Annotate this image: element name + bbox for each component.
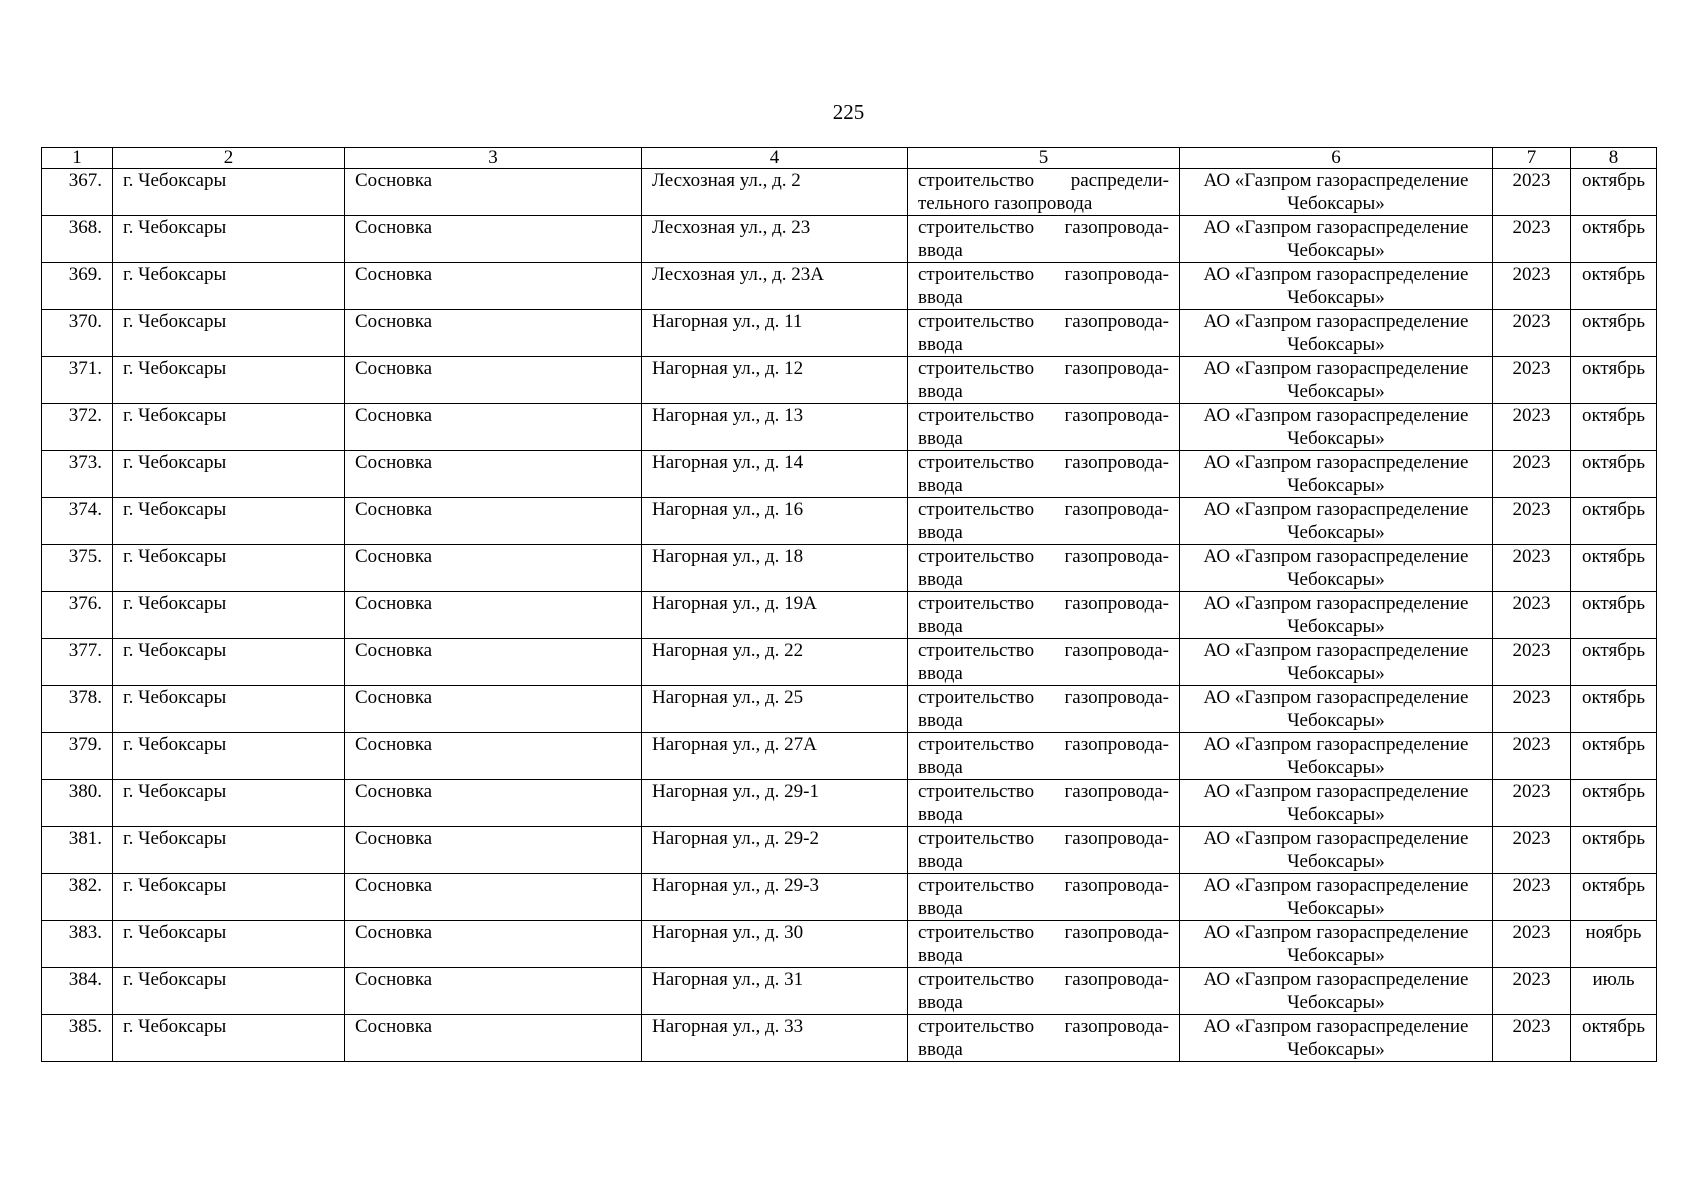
row-number: 367. — [42, 169, 113, 216]
work-type-cell — [908, 1015, 1180, 1062]
organization-cell — [1180, 451, 1493, 498]
organization-line-2: Чебоксары» — [1287, 522, 1385, 543]
document-table — [41, 147, 1657, 1062]
organization-line-2: Чебоксары» — [1287, 851, 1385, 872]
work-type-line-1: строительство газопровода- — [918, 875, 1169, 896]
year-cell: 2023 — [1493, 404, 1571, 451]
table-row — [42, 1015, 1657, 1062]
city-cell: г. Чебоксары — [113, 263, 345, 310]
work-type-line-2: ввода — [918, 240, 963, 261]
organization-line-1: АО «Газпром газораспределение — [1203, 969, 1469, 990]
row-number: 371. — [42, 357, 113, 404]
city-cell: г. Чебоксары — [113, 921, 345, 968]
organization-line-1: АО «Газпром газораспределение — [1203, 875, 1469, 896]
address-cell: Нагорная ул., д. 13 — [642, 404, 908, 451]
area-cell: Сосновка — [345, 404, 642, 451]
work-type-cell — [908, 874, 1180, 921]
work-type-cell — [908, 592, 1180, 639]
organization-line-1: АО «Газпром газораспределение — [1203, 405, 1469, 426]
organization-cell — [1180, 733, 1493, 780]
work-type-line-1: строительство газопровода- — [918, 217, 1169, 238]
work-type-line-2: ввода — [918, 1039, 963, 1060]
work-type-line-2: ввода — [918, 663, 963, 684]
column-header: 6 — [1180, 148, 1493, 169]
organization-line-1: АО «Газпром газораспределение — [1203, 828, 1469, 849]
organization-line-1: АО «Газпром газораспределение — [1203, 499, 1469, 520]
organization-line-1: АО «Газпром газораспределение — [1203, 358, 1469, 379]
month-cell: октябрь — [1571, 216, 1657, 263]
month-cell: октябрь — [1571, 639, 1657, 686]
organization-cell — [1180, 1015, 1493, 1062]
work-type-line-2: ввода — [918, 381, 963, 402]
address-cell: Нагорная ул., д. 22 — [642, 639, 908, 686]
organization-line-1: АО «Газпром газораспределение — [1203, 1016, 1469, 1037]
organization-cell — [1180, 545, 1493, 592]
work-type-cell — [908, 310, 1180, 357]
work-type-line-2: ввода — [918, 945, 963, 966]
year-cell: 2023 — [1493, 310, 1571, 357]
organization-cell — [1180, 498, 1493, 545]
year-cell: 2023 — [1493, 921, 1571, 968]
city-cell: г. Чебоксары — [113, 1015, 345, 1062]
column-header: 7 — [1493, 148, 1571, 169]
month-cell: ноябрь — [1571, 921, 1657, 968]
organization-line-2: Чебоксары» — [1287, 428, 1385, 449]
address-cell: Нагорная ул., д. 11 — [642, 310, 908, 357]
table-row — [42, 733, 1657, 780]
city-cell: г. Чебоксары — [113, 780, 345, 827]
year-cell: 2023 — [1493, 733, 1571, 780]
work-type-line-1: строительство газопровода- — [918, 499, 1169, 520]
table-row — [42, 404, 1657, 451]
organization-line-1: АО «Газпром газораспределение — [1203, 687, 1469, 708]
organization-cell — [1180, 169, 1493, 216]
area-cell: Сосновка — [345, 1015, 642, 1062]
year-cell: 2023 — [1493, 216, 1571, 263]
month-cell: октябрь — [1571, 874, 1657, 921]
city-cell: г. Чебоксары — [113, 874, 345, 921]
row-number: 369. — [42, 263, 113, 310]
organization-line-2: Чебоксары» — [1287, 569, 1385, 590]
row-number: 380. — [42, 780, 113, 827]
area-cell: Сосновка — [345, 686, 642, 733]
city-cell: г. Чебоксары — [113, 968, 345, 1015]
row-number: 373. — [42, 451, 113, 498]
work-type-cell — [908, 968, 1180, 1015]
work-type-line-2: ввода — [918, 992, 963, 1013]
year-cell: 2023 — [1493, 874, 1571, 921]
month-cell: октябрь — [1571, 357, 1657, 404]
organization-line-2: Чебоксары» — [1287, 898, 1385, 919]
year-cell: 2023 — [1493, 263, 1571, 310]
area-cell: Сосновка — [345, 357, 642, 404]
table-row — [42, 545, 1657, 592]
month-cell: октябрь — [1571, 404, 1657, 451]
table-row — [42, 592, 1657, 639]
work-type-line-2: ввода — [918, 804, 963, 825]
year-cell: 2023 — [1493, 780, 1571, 827]
work-type-cell — [908, 263, 1180, 310]
organization-cell — [1180, 827, 1493, 874]
address-cell: Нагорная ул., д. 29-3 — [642, 874, 908, 921]
city-cell: г. Чебоксары — [113, 357, 345, 404]
address-cell: Нагорная ул., д. 25 — [642, 686, 908, 733]
organization-line-1: АО «Газпром газораспределение — [1203, 217, 1469, 238]
work-type-cell — [908, 686, 1180, 733]
work-type-cell — [908, 545, 1180, 592]
year-cell: 2023 — [1493, 451, 1571, 498]
area-cell: Сосновка — [345, 310, 642, 357]
table-row — [42, 780, 1657, 827]
table-row — [42, 216, 1657, 263]
organization-line-2: Чебоксары» — [1287, 616, 1385, 637]
work-type-cell — [908, 357, 1180, 404]
work-type-line-2: ввода — [918, 287, 963, 308]
work-type-line-1: строительство газопровода- — [918, 734, 1169, 755]
work-type-cell — [908, 216, 1180, 263]
work-type-line-1: строительство газопровода- — [918, 1016, 1169, 1037]
column-header: 4 — [642, 148, 908, 169]
year-cell: 2023 — [1493, 169, 1571, 216]
address-cell: Нагорная ул., д. 12 — [642, 357, 908, 404]
address-cell: Нагорная ул., д. 33 — [642, 1015, 908, 1062]
work-type-cell — [908, 780, 1180, 827]
area-cell: Сосновка — [345, 592, 642, 639]
table-row — [42, 874, 1657, 921]
year-cell: 2023 — [1493, 968, 1571, 1015]
row-number: 382. — [42, 874, 113, 921]
month-cell: октябрь — [1571, 169, 1657, 216]
organization-line-1: АО «Газпром газораспределение — [1203, 170, 1469, 191]
work-type-cell — [908, 498, 1180, 545]
address-cell: Нагорная ул., д. 18 — [642, 545, 908, 592]
address-cell: Лесхозная ул., д. 23 — [642, 216, 908, 263]
city-cell: г. Чебоксары — [113, 827, 345, 874]
column-header: 3 — [345, 148, 642, 169]
work-type-line-1: строительство газопровода- — [918, 969, 1169, 990]
city-cell: г. Чебоксары — [113, 592, 345, 639]
year-cell: 2023 — [1493, 498, 1571, 545]
year-cell: 2023 — [1493, 827, 1571, 874]
month-cell: октябрь — [1571, 545, 1657, 592]
month-cell: октябрь — [1571, 827, 1657, 874]
organization-cell — [1180, 216, 1493, 263]
table-row — [42, 310, 1657, 357]
month-cell: октябрь — [1571, 1015, 1657, 1062]
address-cell: Нагорная ул., д. 31 — [642, 968, 908, 1015]
table-row — [42, 968, 1657, 1015]
city-cell: г. Чебоксары — [113, 169, 345, 216]
area-cell: Сосновка — [345, 263, 642, 310]
month-cell: октябрь — [1571, 733, 1657, 780]
row-number: 385. — [42, 1015, 113, 1062]
work-type-line-1: строительство газопровода- — [918, 358, 1169, 379]
work-type-line-2: ввода — [918, 569, 963, 590]
table-row — [42, 263, 1657, 310]
table-row — [42, 639, 1657, 686]
row-number: 368. — [42, 216, 113, 263]
table-row — [42, 686, 1657, 733]
city-cell: г. Чебоксары — [113, 216, 345, 263]
organization-line-2: Чебоксары» — [1287, 945, 1385, 966]
work-type-line-2: ввода — [918, 616, 963, 637]
work-type-cell — [908, 169, 1180, 216]
organization-cell — [1180, 639, 1493, 686]
area-cell: Сосновка — [345, 968, 642, 1015]
row-number: 375. — [42, 545, 113, 592]
organization-line-1: АО «Газпром газораспределение — [1203, 311, 1469, 332]
column-header: 5 — [908, 148, 1180, 169]
city-cell: г. Чебоксары — [113, 451, 345, 498]
address-cell: Нагорная ул., д. 29-1 — [642, 780, 908, 827]
organization-line-2: Чебоксары» — [1287, 804, 1385, 825]
table-body — [42, 169, 1657, 1062]
work-type-cell — [908, 451, 1180, 498]
table-row — [42, 827, 1657, 874]
row-number: 374. — [42, 498, 113, 545]
organization-line-2: Чебоксары» — [1287, 240, 1385, 261]
organization-cell — [1180, 404, 1493, 451]
work-type-line-2: ввода — [918, 851, 963, 872]
organization-line-2: Чебоксары» — [1287, 287, 1385, 308]
work-type-cell — [908, 733, 1180, 780]
organization-cell — [1180, 874, 1493, 921]
work-type-line-1: строительство газопровода- — [918, 264, 1169, 285]
work-type-line-1: строительство газопровода- — [918, 828, 1169, 849]
work-type-line-1: строительство газопровода- — [918, 546, 1169, 567]
month-cell: октябрь — [1571, 592, 1657, 639]
row-number: 383. — [42, 921, 113, 968]
organization-line-1: АО «Газпром газораспределение — [1203, 264, 1469, 285]
organization-line-2: Чебоксары» — [1287, 381, 1385, 402]
organization-cell — [1180, 263, 1493, 310]
city-cell: г. Чебоксары — [113, 498, 345, 545]
table-row — [42, 498, 1657, 545]
organization-cell — [1180, 686, 1493, 733]
work-type-line-2: ввода — [918, 898, 963, 919]
city-cell: г. Чебоксары — [113, 639, 345, 686]
work-type-line-1: строительство газопровода- — [918, 922, 1169, 943]
address-cell: Нагорная ул., д. 14 — [642, 451, 908, 498]
column-header: 8 — [1571, 148, 1657, 169]
city-cell: г. Чебоксары — [113, 733, 345, 780]
city-cell: г. Чебоксары — [113, 404, 345, 451]
month-cell: октябрь — [1571, 310, 1657, 357]
address-cell: Лесхозная ул., д. 2 — [642, 169, 908, 216]
work-type-line-2: ввода — [918, 475, 963, 496]
organization-cell — [1180, 592, 1493, 639]
address-cell: Нагорная ул., д. 16 — [642, 498, 908, 545]
work-type-line-1: строительство газопровода- — [918, 687, 1169, 708]
organization-line-1: АО «Газпром газораспределение — [1203, 734, 1469, 755]
month-cell: октябрь — [1571, 263, 1657, 310]
organization-line-2: Чебоксары» — [1287, 193, 1385, 214]
year-cell: 2023 — [1493, 1015, 1571, 1062]
work-type-line-2: ввода — [918, 710, 963, 731]
area-cell: Сосновка — [345, 733, 642, 780]
organization-cell — [1180, 357, 1493, 404]
year-cell: 2023 — [1493, 592, 1571, 639]
work-type-cell — [908, 921, 1180, 968]
organization-line-1: АО «Газпром газораспределение — [1203, 546, 1469, 567]
city-cell: г. Чебоксары — [113, 686, 345, 733]
month-cell: октябрь — [1571, 780, 1657, 827]
organization-cell — [1180, 310, 1493, 357]
address-cell: Лесхозная ул., д. 23А — [642, 263, 908, 310]
organization-line-2: Чебоксары» — [1287, 663, 1385, 684]
organization-line-1: АО «Газпром газораспределение — [1203, 781, 1469, 802]
organization-line-2: Чебоксары» — [1287, 992, 1385, 1013]
organization-line-2: Чебоксары» — [1287, 710, 1385, 731]
organization-cell — [1180, 968, 1493, 1015]
area-cell: Сосновка — [345, 451, 642, 498]
work-type-cell — [908, 827, 1180, 874]
address-cell: Нагорная ул., д. 19А — [642, 592, 908, 639]
row-number: 372. — [42, 404, 113, 451]
work-type-line-2: ввода — [918, 757, 963, 778]
month-cell: октябрь — [1571, 498, 1657, 545]
year-cell: 2023 — [1493, 639, 1571, 686]
table-row — [42, 169, 1657, 216]
month-cell: июль — [1571, 968, 1657, 1015]
address-cell: Нагорная ул., д. 30 — [642, 921, 908, 968]
row-number: 370. — [42, 310, 113, 357]
column-header: 1 — [42, 148, 113, 169]
year-cell: 2023 — [1493, 357, 1571, 404]
organization-line-1: АО «Газпром газораспределение — [1203, 640, 1469, 661]
work-type-cell — [908, 639, 1180, 686]
work-type-line-2: ввода — [918, 428, 963, 449]
row-number: 379. — [42, 733, 113, 780]
area-cell: Сосновка — [345, 874, 642, 921]
work-type-line-1: строительство распредели- — [918, 170, 1169, 191]
column-header: 2 — [113, 148, 345, 169]
year-cell: 2023 — [1493, 545, 1571, 592]
address-cell: Нагорная ул., д. 27А — [642, 733, 908, 780]
area-cell: Сосновка — [345, 827, 642, 874]
area-cell: Сосновка — [345, 216, 642, 263]
year-cell: 2023 — [1493, 686, 1571, 733]
work-type-line-2: ввода — [918, 334, 963, 355]
work-type-line-2: ввода — [918, 522, 963, 543]
work-type-line-1: строительство газопровода- — [918, 640, 1169, 661]
organization-cell — [1180, 780, 1493, 827]
table-row — [42, 921, 1657, 968]
area-cell: Сосновка — [345, 780, 642, 827]
address-cell: Нагорная ул., д. 29-2 — [642, 827, 908, 874]
city-cell: г. Чебоксары — [113, 545, 345, 592]
organization-cell — [1180, 921, 1493, 968]
organization-line-2: Чебоксары» — [1287, 1039, 1385, 1060]
area-cell: Сосновка — [345, 545, 642, 592]
area-cell: Сосновка — [345, 921, 642, 968]
table-row — [42, 357, 1657, 404]
table-row — [42, 451, 1657, 498]
organization-line-2: Чебоксары» — [1287, 334, 1385, 355]
table-header-row — [42, 148, 1657, 169]
work-type-cell — [908, 404, 1180, 451]
work-type-line-2: тельного газопровода — [918, 193, 1093, 214]
organization-line-2: Чебоксары» — [1287, 757, 1385, 778]
row-number: 378. — [42, 686, 113, 733]
organization-line-1: АО «Газпром газораспределение — [1203, 922, 1469, 943]
organization-line-1: АО «Газпром газораспределение — [1203, 452, 1469, 473]
work-type-line-1: строительство газопровода- — [918, 781, 1169, 802]
city-cell: г. Чебоксары — [113, 310, 345, 357]
work-type-line-1: строительство газопровода- — [918, 405, 1169, 426]
row-number: 381. — [42, 827, 113, 874]
work-type-line-1: строительство газопровода- — [918, 593, 1169, 614]
page-number: 225 — [832, 100, 865, 124]
month-cell: октябрь — [1571, 686, 1657, 733]
organization-line-1: АО «Газпром газораспределение — [1203, 593, 1469, 614]
row-number: 384. — [42, 968, 113, 1015]
area-cell: Сосновка — [345, 498, 642, 545]
area-cell: Сосновка — [345, 639, 642, 686]
area-cell: Сосновка — [345, 169, 642, 216]
organization-line-2: Чебоксары» — [1287, 475, 1385, 496]
work-type-line-1: строительство газопровода- — [918, 311, 1169, 332]
row-number: 376. — [42, 592, 113, 639]
row-number: 377. — [42, 639, 113, 686]
work-type-line-1: строительство газопровода- — [918, 452, 1169, 473]
month-cell: октябрь — [1571, 451, 1657, 498]
